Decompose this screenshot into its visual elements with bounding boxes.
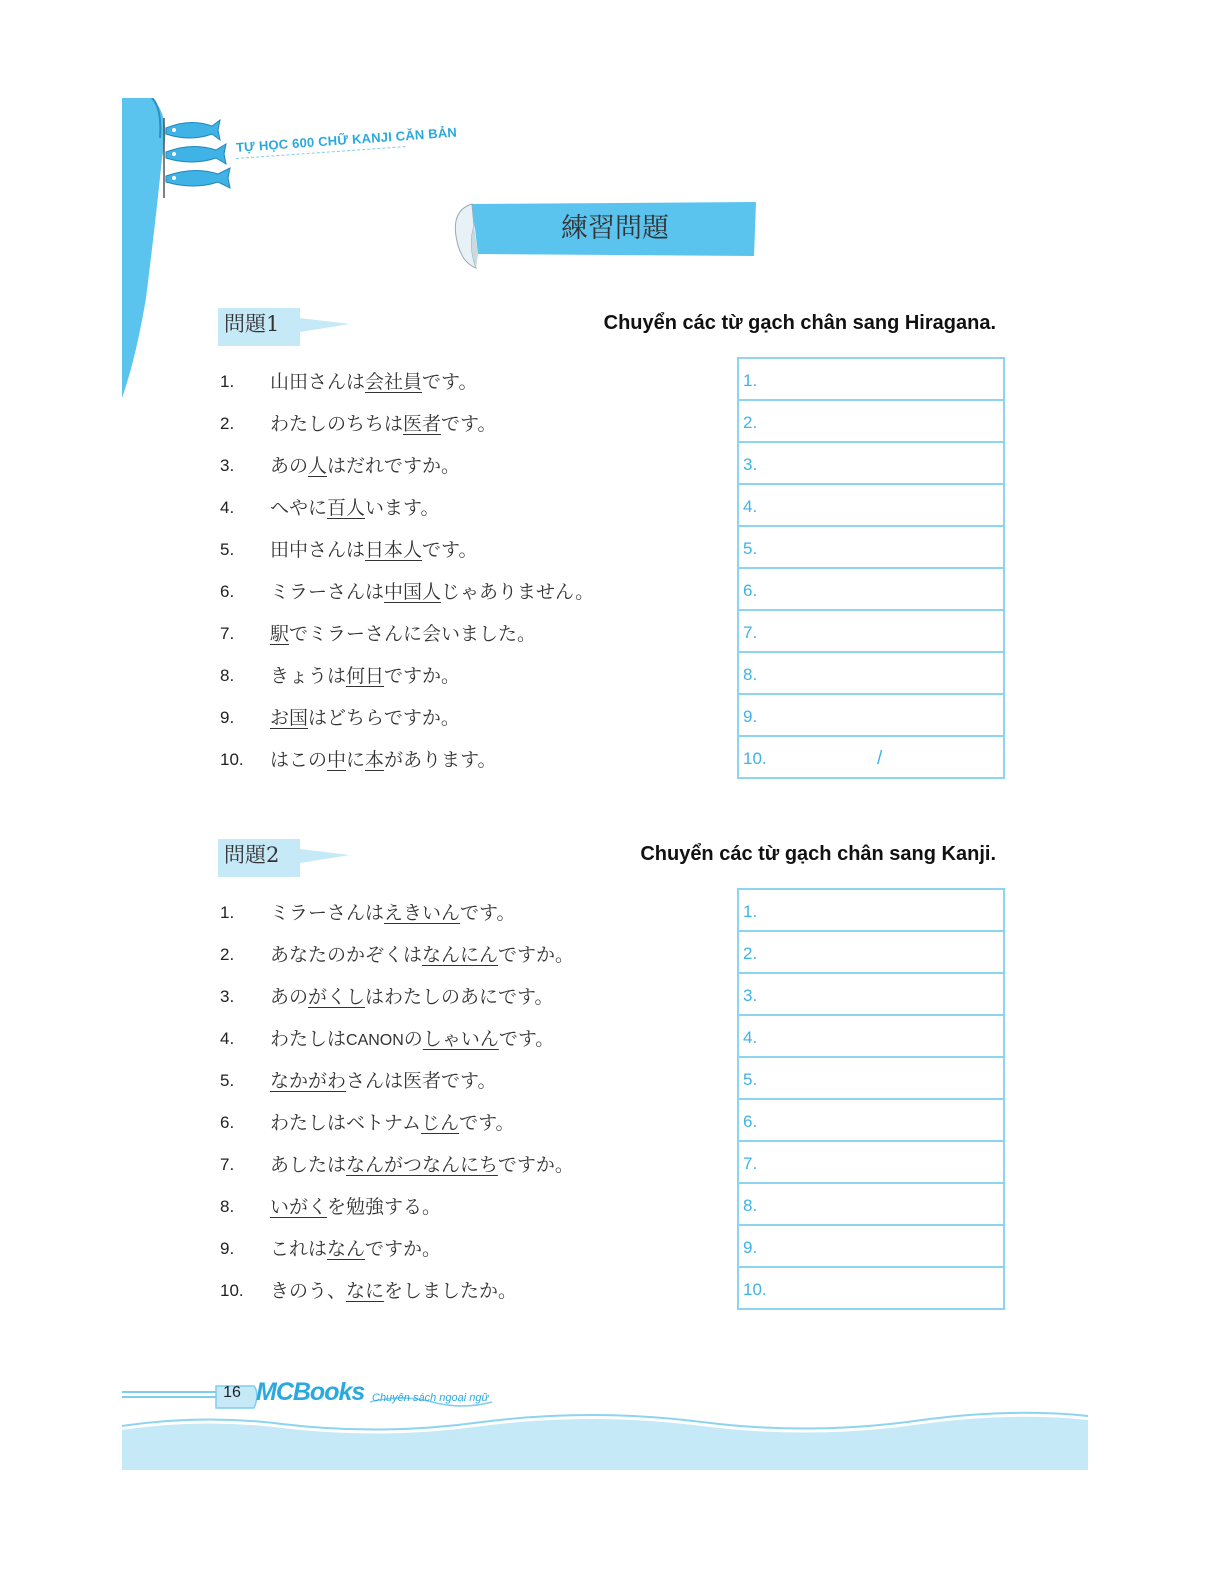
question-number: 5. bbox=[220, 1071, 235, 1090]
question-text bbox=[270, 655, 460, 697]
question-number: 2. bbox=[220, 414, 235, 433]
question-text bbox=[270, 487, 440, 529]
answer-cell[interactable] bbox=[739, 401, 1003, 443]
question-fragment: 田中さんは bbox=[270, 539, 366, 561]
question-fragment: の bbox=[403, 1028, 423, 1050]
question-fragment: ですか。 bbox=[384, 665, 461, 687]
question-text bbox=[270, 697, 460, 739]
question-text bbox=[270, 934, 574, 976]
question-fragment: あの bbox=[270, 986, 309, 1008]
answer-number: 10. bbox=[743, 749, 767, 768]
question-fragment: あの bbox=[270, 455, 309, 477]
answer-number: 2. bbox=[743, 944, 758, 963]
answer-cell[interactable] bbox=[739, 611, 1003, 653]
question-fragment: です。 bbox=[459, 1112, 515, 1134]
question-row bbox=[220, 697, 720, 739]
question-text bbox=[270, 403, 497, 445]
brand-title: TỰ HỌC 600 CHỮ KANJI CĂN BẢN bbox=[235, 124, 458, 155]
question-fragment: 山田さんは bbox=[270, 371, 366, 393]
question-number: 8. bbox=[220, 1197, 235, 1216]
question-fragment: です。 bbox=[422, 539, 478, 561]
underlined-word: なんがつなんにち bbox=[346, 1154, 498, 1176]
section-title: 練習問題 bbox=[561, 213, 669, 244]
question-number: 4. bbox=[220, 498, 235, 517]
answer-cell[interactable] bbox=[739, 1226, 1003, 1268]
underlined-word: しゃいん bbox=[422, 1028, 499, 1050]
question-fragment: さんは医者です。 bbox=[346, 1070, 497, 1092]
underlined-word: いがく bbox=[270, 1196, 328, 1218]
question-fragment: ミラーさんは bbox=[270, 581, 385, 603]
answer-cell[interactable] bbox=[739, 1268, 1003, 1308]
answer-slash: / bbox=[877, 748, 883, 769]
answer-cell[interactable] bbox=[739, 1100, 1003, 1142]
question-row bbox=[220, 934, 720, 976]
question-text bbox=[270, 1144, 574, 1186]
question-number: 5. bbox=[220, 540, 235, 559]
underlined-word: 日本人 bbox=[365, 539, 423, 561]
underlined-word: 会社員 bbox=[365, 371, 423, 393]
underlined-word: 中 bbox=[327, 749, 347, 771]
question-fragment: CANON bbox=[346, 1032, 404, 1049]
question-number: 10. bbox=[220, 750, 244, 769]
answer-number: 8. bbox=[743, 1196, 758, 1215]
question-number: 3. bbox=[220, 456, 235, 475]
answer-cell[interactable] bbox=[739, 974, 1003, 1016]
question-row bbox=[220, 571, 720, 613]
question-number: 3. bbox=[220, 987, 235, 1006]
question-fragment: きのう、 bbox=[270, 1280, 347, 1302]
underlined-word: えきいん bbox=[384, 902, 461, 924]
question-number: 9. bbox=[220, 1239, 235, 1258]
answer-number: 1. bbox=[743, 902, 758, 921]
question-fragment: ですか。 bbox=[498, 944, 575, 966]
answer-number: 6. bbox=[743, 581, 758, 600]
answer-cell[interactable] bbox=[739, 485, 1003, 527]
question-text bbox=[270, 976, 554, 1018]
problem2-instruction: Chuyển các từ gạch chân sang Kanji. bbox=[640, 843, 996, 865]
fish-ornament-icon bbox=[160, 114, 240, 198]
underlined-word: お国 bbox=[270, 707, 309, 729]
question-text bbox=[270, 1102, 515, 1144]
question-text bbox=[270, 1270, 517, 1312]
question-row bbox=[220, 1102, 720, 1144]
question-number: 7. bbox=[220, 1155, 235, 1174]
question-fragment: います。 bbox=[365, 497, 440, 519]
question-row bbox=[220, 613, 720, 655]
underlined-word: なん bbox=[327, 1238, 366, 1260]
question-text bbox=[270, 1018, 554, 1062]
question-row bbox=[220, 1144, 720, 1186]
problem1-answer-box bbox=[737, 357, 1005, 779]
publisher-tagline: Chuyên sách ngoại ngữ bbox=[372, 1392, 489, 1404]
publisher-logo: MCBooks bbox=[256, 1378, 365, 1406]
question-row bbox=[220, 976, 720, 1018]
question-fragment: です。 bbox=[441, 413, 497, 435]
answer-cell[interactable] bbox=[739, 1184, 1003, 1226]
question-number: 6. bbox=[220, 1113, 235, 1132]
question-fragment: はこの bbox=[270, 749, 328, 771]
answer-number: 7. bbox=[743, 623, 758, 642]
question-text bbox=[270, 361, 478, 403]
underlined-word: がくし bbox=[308, 986, 366, 1008]
question-row bbox=[220, 892, 720, 934]
question-fragment: ミラーさんは bbox=[270, 902, 385, 924]
question-text bbox=[270, 892, 516, 934]
answer-number: 1. bbox=[743, 371, 758, 390]
question-fragment: はどちらですか。 bbox=[308, 707, 460, 729]
question-fragment: をしましたか。 bbox=[384, 1280, 518, 1302]
underlined-word: 医者 bbox=[403, 413, 442, 435]
answer-cell[interactable] bbox=[739, 527, 1003, 569]
question-row bbox=[220, 487, 720, 529]
answer-number: 5. bbox=[743, 539, 758, 558]
answer-cell[interactable] bbox=[739, 932, 1003, 974]
answer-number: 5. bbox=[743, 1070, 758, 1089]
underlined-word: なんにん bbox=[422, 944, 499, 966]
answer-cell[interactable] bbox=[739, 653, 1003, 695]
answer-number: 3. bbox=[743, 455, 758, 474]
answer-number: 9. bbox=[743, 1238, 758, 1257]
underlined-word: 人 bbox=[308, 455, 328, 477]
question-number: 1. bbox=[220, 903, 235, 922]
question-row bbox=[220, 529, 720, 571]
question-fragment: わたしのちちは bbox=[270, 413, 404, 435]
question-fragment: はだれですか。 bbox=[327, 455, 461, 477]
question-number: 7. bbox=[220, 624, 235, 643]
question-fragment: です。 bbox=[498, 1028, 555, 1050]
problem2-question-list bbox=[220, 892, 720, 1312]
answer-cell[interactable] bbox=[739, 890, 1003, 932]
question-row bbox=[220, 739, 720, 781]
answer-number: 8. bbox=[743, 665, 758, 684]
problem1-tag: 問題1 bbox=[224, 312, 280, 336]
question-fragment: があります。 bbox=[384, 749, 497, 771]
question-fragment: はわたしのあにです。 bbox=[365, 986, 554, 1008]
question-number: 9. bbox=[220, 708, 235, 727]
question-number: 6. bbox=[220, 582, 235, 601]
question-row bbox=[220, 1060, 720, 1102]
question-row bbox=[220, 445, 720, 487]
answer-cell[interactable] bbox=[739, 359, 1003, 401]
question-row bbox=[220, 655, 720, 697]
question-fragment: です。 bbox=[460, 902, 516, 924]
answer-cell[interactable] bbox=[739, 569, 1003, 611]
question-fragment: に bbox=[346, 749, 366, 771]
question-row bbox=[220, 1018, 720, 1060]
answer-cell[interactable] bbox=[739, 737, 1003, 777]
question-row bbox=[220, 361, 720, 403]
underlined-word: 百人 bbox=[327, 497, 366, 519]
underlined-word: なかがわ bbox=[270, 1070, 347, 1092]
answer-number: 10. bbox=[743, 1280, 767, 1299]
answer-cell[interactable] bbox=[739, 1016, 1003, 1058]
problem2-tag: 問題2 bbox=[224, 843, 280, 867]
question-row bbox=[220, 1228, 720, 1270]
question-fragment: あなたのかぞくは bbox=[270, 944, 423, 966]
answer-cell[interactable] bbox=[739, 1058, 1003, 1100]
question-text bbox=[270, 571, 594, 613]
underlined-word: 駅 bbox=[270, 623, 290, 645]
question-fragment: わたしは bbox=[270, 1028, 347, 1050]
question-number: 1. bbox=[220, 372, 235, 391]
underlined-word: じん bbox=[421, 1112, 460, 1134]
question-fragment: ですか。 bbox=[497, 1154, 574, 1176]
page-number: 16 bbox=[223, 1384, 241, 1401]
question-fragment: あしたは bbox=[270, 1154, 347, 1176]
underlined-word: 中国人 bbox=[384, 581, 442, 603]
answer-cell[interactable] bbox=[739, 695, 1003, 737]
question-fragment: を勉強する。 bbox=[327, 1196, 442, 1218]
question-fragment: でミラーさんに会いました。 bbox=[289, 623, 537, 645]
question-fragment: へやに bbox=[270, 497, 328, 519]
problem2-answer-box bbox=[737, 888, 1005, 1310]
underlined-word: 何日 bbox=[346, 665, 385, 687]
question-text bbox=[270, 445, 460, 487]
question-row bbox=[220, 1186, 720, 1228]
question-fragment: ですか。 bbox=[365, 1238, 442, 1260]
question-fragment: これは bbox=[270, 1238, 328, 1260]
question-fragment: です。 bbox=[422, 371, 478, 393]
answer-number: 3. bbox=[743, 986, 758, 1005]
answer-number: 4. bbox=[743, 1028, 758, 1047]
answer-number: 2. bbox=[743, 413, 758, 432]
question-text bbox=[270, 1228, 441, 1270]
problem1-instruction: Chuyển các từ gạch chân sang Hiragana. bbox=[603, 312, 996, 334]
question-number: 10. bbox=[220, 1281, 244, 1300]
question-text bbox=[270, 739, 497, 781]
question-fragment: きょうは bbox=[270, 665, 347, 687]
question-number: 4. bbox=[220, 1029, 235, 1048]
question-row bbox=[220, 1270, 720, 1312]
question-fragment: じゃありません。 bbox=[441, 581, 595, 603]
answer-number: 9. bbox=[743, 707, 758, 726]
question-text bbox=[270, 529, 478, 571]
question-row bbox=[220, 403, 720, 445]
answer-cell[interactable] bbox=[739, 443, 1003, 485]
underlined-word: なに bbox=[346, 1280, 385, 1302]
question-text bbox=[270, 613, 536, 655]
question-number: 8. bbox=[220, 666, 235, 685]
question-number: 2. bbox=[220, 945, 235, 964]
answer-cell[interactable] bbox=[739, 1142, 1003, 1184]
answer-number: 4. bbox=[743, 497, 758, 516]
answer-number: 7. bbox=[743, 1154, 758, 1173]
question-text bbox=[270, 1060, 497, 1102]
answer-number: 6. bbox=[743, 1112, 758, 1131]
question-fragment: わたしはベトナム bbox=[270, 1112, 422, 1134]
question-text bbox=[270, 1186, 441, 1228]
problem1-question-list bbox=[220, 361, 720, 781]
underlined-word: 本 bbox=[365, 749, 385, 771]
